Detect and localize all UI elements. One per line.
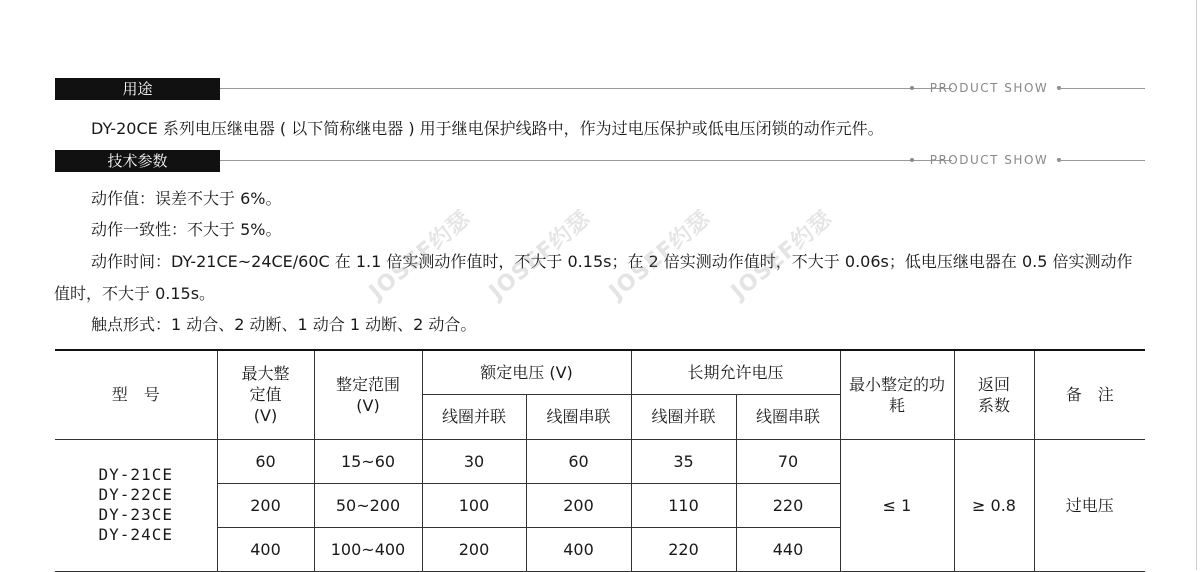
cell-long-series: 220 bbox=[736, 483, 840, 527]
usage-description: DY-20CE 系列电压继电器 ( 以下简称继电器 ) 用于继电保护线路中，作为过电压保护或低电压闭锁的动作元件。 bbox=[91, 119, 884, 138]
cell-rated-series: 200 bbox=[526, 483, 631, 527]
section-divider-line bbox=[1057, 88, 1145, 89]
header-setting-range: 整定范围 (V) bbox=[314, 350, 422, 439]
subheader-coil-parallel: 线圈并联 bbox=[422, 394, 526, 439]
cell-long-parallel: 220 bbox=[631, 527, 736, 571]
header-min-power: 最小整定的功耗 bbox=[840, 350, 954, 439]
section-divider-line bbox=[220, 160, 952, 161]
divider-dot bbox=[910, 158, 914, 162]
page-edge-rule bbox=[1196, 0, 1197, 570]
cell-setting-range: 50~200 bbox=[314, 483, 422, 527]
cell-rated-series: 400 bbox=[526, 527, 631, 571]
cell-rated-series: 60 bbox=[526, 439, 631, 483]
param-action-value: 动作值：误差不大于 6%。 bbox=[91, 189, 282, 208]
cell-setting-range: 15~60 bbox=[314, 439, 422, 483]
param-contact-form: 触点形式：1 动合、2 动断、1 动合 1 动断、2 动合。 bbox=[91, 315, 477, 334]
header-max-setting: 最大整定值 (V) bbox=[217, 350, 314, 439]
cell-remarks: 过电压 bbox=[1034, 439, 1145, 571]
header-remarks: 备 注 bbox=[1034, 350, 1145, 439]
watermark-logo: JOSEF约瑟 bbox=[604, 206, 716, 305]
cell-long-parallel: 35 bbox=[631, 439, 736, 483]
model-name: DY-21CE bbox=[98, 465, 173, 484]
header-rated-voltage: 额定电压 (V) bbox=[422, 350, 631, 394]
table-row bbox=[55, 439, 1145, 483]
section-header-params bbox=[55, 150, 1145, 172]
product-show-label: PRODUCT SHOW bbox=[929, 153, 1049, 167]
cell-rated-parallel: 30 bbox=[422, 439, 526, 483]
model-name: DY-24CE bbox=[98, 525, 173, 544]
section-header-usage bbox=[55, 78, 1145, 100]
section-divider-line bbox=[1057, 160, 1145, 161]
param-consistency: 动作一致性：不大于 5%。 bbox=[91, 220, 282, 239]
spec-table bbox=[55, 349, 1145, 572]
cell-max-setting: 60 bbox=[217, 439, 314, 483]
subheader-coil-parallel: 线圈并联 bbox=[631, 394, 736, 439]
product-show-label: PRODUCT SHOW bbox=[929, 81, 1049, 95]
header-model: 型 号 bbox=[55, 350, 217, 439]
model-name: DY-23CE bbox=[98, 505, 173, 524]
cell-long-series: 440 bbox=[736, 527, 840, 571]
cell-max-setting: 400 bbox=[217, 527, 314, 571]
cell-long-parallel: 110 bbox=[631, 483, 736, 527]
cell-min-power: ≤ 1 bbox=[840, 439, 954, 571]
cell-max-setting: 200 bbox=[217, 483, 314, 527]
watermark-logo: JOSEF约瑟 bbox=[364, 206, 476, 305]
cell-rated-parallel: 100 bbox=[422, 483, 526, 527]
cell-return-coef: ≥ 0.8 bbox=[954, 439, 1034, 571]
model-name: DY-22CE bbox=[98, 485, 173, 504]
cell-setting-range: 100~400 bbox=[314, 527, 422, 571]
table-header-row bbox=[55, 350, 1145, 394]
header-return-coef: 返回系数 bbox=[954, 350, 1034, 439]
section-divider-line bbox=[220, 88, 952, 89]
model-list bbox=[55, 439, 217, 571]
watermark-logo: JOSEF约瑟 bbox=[484, 206, 596, 305]
cell-long-series: 70 bbox=[736, 439, 840, 483]
header-long-term-voltage: 长期允许电压 bbox=[631, 350, 840, 394]
section-title-usage: 用途 bbox=[55, 78, 220, 100]
param-action-time: 动作时间：DY-21CE~24CE/60C 在 1.1 倍实测动作值时，不大于 0.15s；在 2 倍实测动作值时，不大于 0.06s；低电压继电器在 0.5 倍实测动作值时，不大于 0.15s。 bbox=[54, 252, 1133, 303]
subheader-coil-series: 线圈串联 bbox=[736, 394, 840, 439]
watermark-logo: JOSEF约瑟 bbox=[726, 206, 838, 305]
divider-dot bbox=[910, 86, 914, 90]
cell-rated-parallel: 200 bbox=[422, 527, 526, 571]
subheader-coil-series: 线圈串联 bbox=[526, 394, 631, 439]
section-title-params: 技术参数 bbox=[55, 150, 220, 172]
